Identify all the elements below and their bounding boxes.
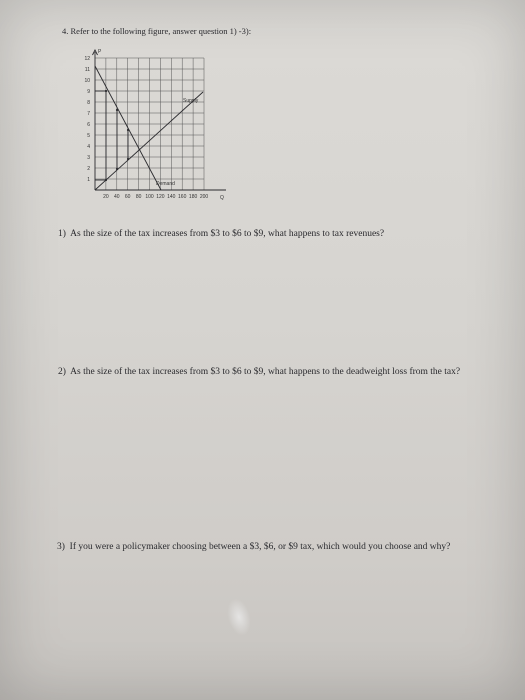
wedge-point [105,90,107,92]
paper-smudge [223,596,254,638]
wedge-point [116,168,118,170]
subquestion-1 [58,228,384,241]
y-tick-label: 9 [87,88,90,95]
figure-axes [93,50,227,190]
subquestion-text: If you were a policymaker choosing between a $3, $6, or $9 tax, which would you choose and why? [69,542,451,552]
question-intro-text: Refer to the following figure, answer question 1) -3): [70,26,252,36]
tax-wedges [95,91,128,180]
demand-label: Demand [156,181,175,187]
y-tick-label: 1 [87,176,90,183]
x-tick-label: 160 [178,194,187,200]
y-tick-label: 4 [87,143,90,150]
y-tick-label: 6 [87,121,90,128]
subquestion-number: 1) [58,229,66,239]
y-tick-label: 11 [84,66,90,73]
subquestion-2 [58,366,488,379]
x-tick-label: 60 [124,194,131,200]
subquestion-text: As the size of the tax increases from $3 to $6 to $9, what happens to tax revenues? [70,229,385,239]
subquestion-text: As the size of the tax increases from $3 to $6 to $9, what happens to the deadweight loss from the tax? [70,367,461,377]
x-axis-label: Q [220,195,224,201]
y-tick-labels [84,56,90,183]
subquestion-number: 3) [57,542,65,552]
x-tick-label: 100 [145,194,154,200]
y-tick-label: 3 [87,154,90,161]
supply-demand-figure [68,44,238,224]
figure-grid [95,58,204,190]
x-tick-label: 20 [103,194,109,200]
x-tick-label: 80 [135,194,142,200]
x-tick-label: 180 [188,194,198,200]
subquestion-number: 2) [58,367,66,377]
supply-curve [95,92,203,190]
y-tick-label: 2 [87,165,90,172]
wedge-point [105,179,107,181]
x-tick-label: 40 [114,194,120,200]
supply-label: Supply [183,98,199,104]
y-tick-label: 12 [84,55,90,62]
wedge-point [127,158,129,160]
y-tick-label: 7 [87,110,90,117]
subquestion-3 [57,541,450,554]
x-tick-label: 120 [156,194,165,200]
demand-curve [95,66,161,190]
y-axis-label: P [98,49,102,55]
y-tick-label: 10 [84,77,90,84]
question-intro [62,25,251,38]
y-tick-label: 8 [87,99,90,106]
wedge-point [116,109,118,111]
x-tick-label: 140 [167,194,176,200]
x-tick-label: 200 [199,194,209,200]
wedge-point [127,129,129,131]
question-number: 4. [62,26,69,36]
y-tick-label: 5 [87,132,90,139]
x-tick-labels [103,194,208,200]
